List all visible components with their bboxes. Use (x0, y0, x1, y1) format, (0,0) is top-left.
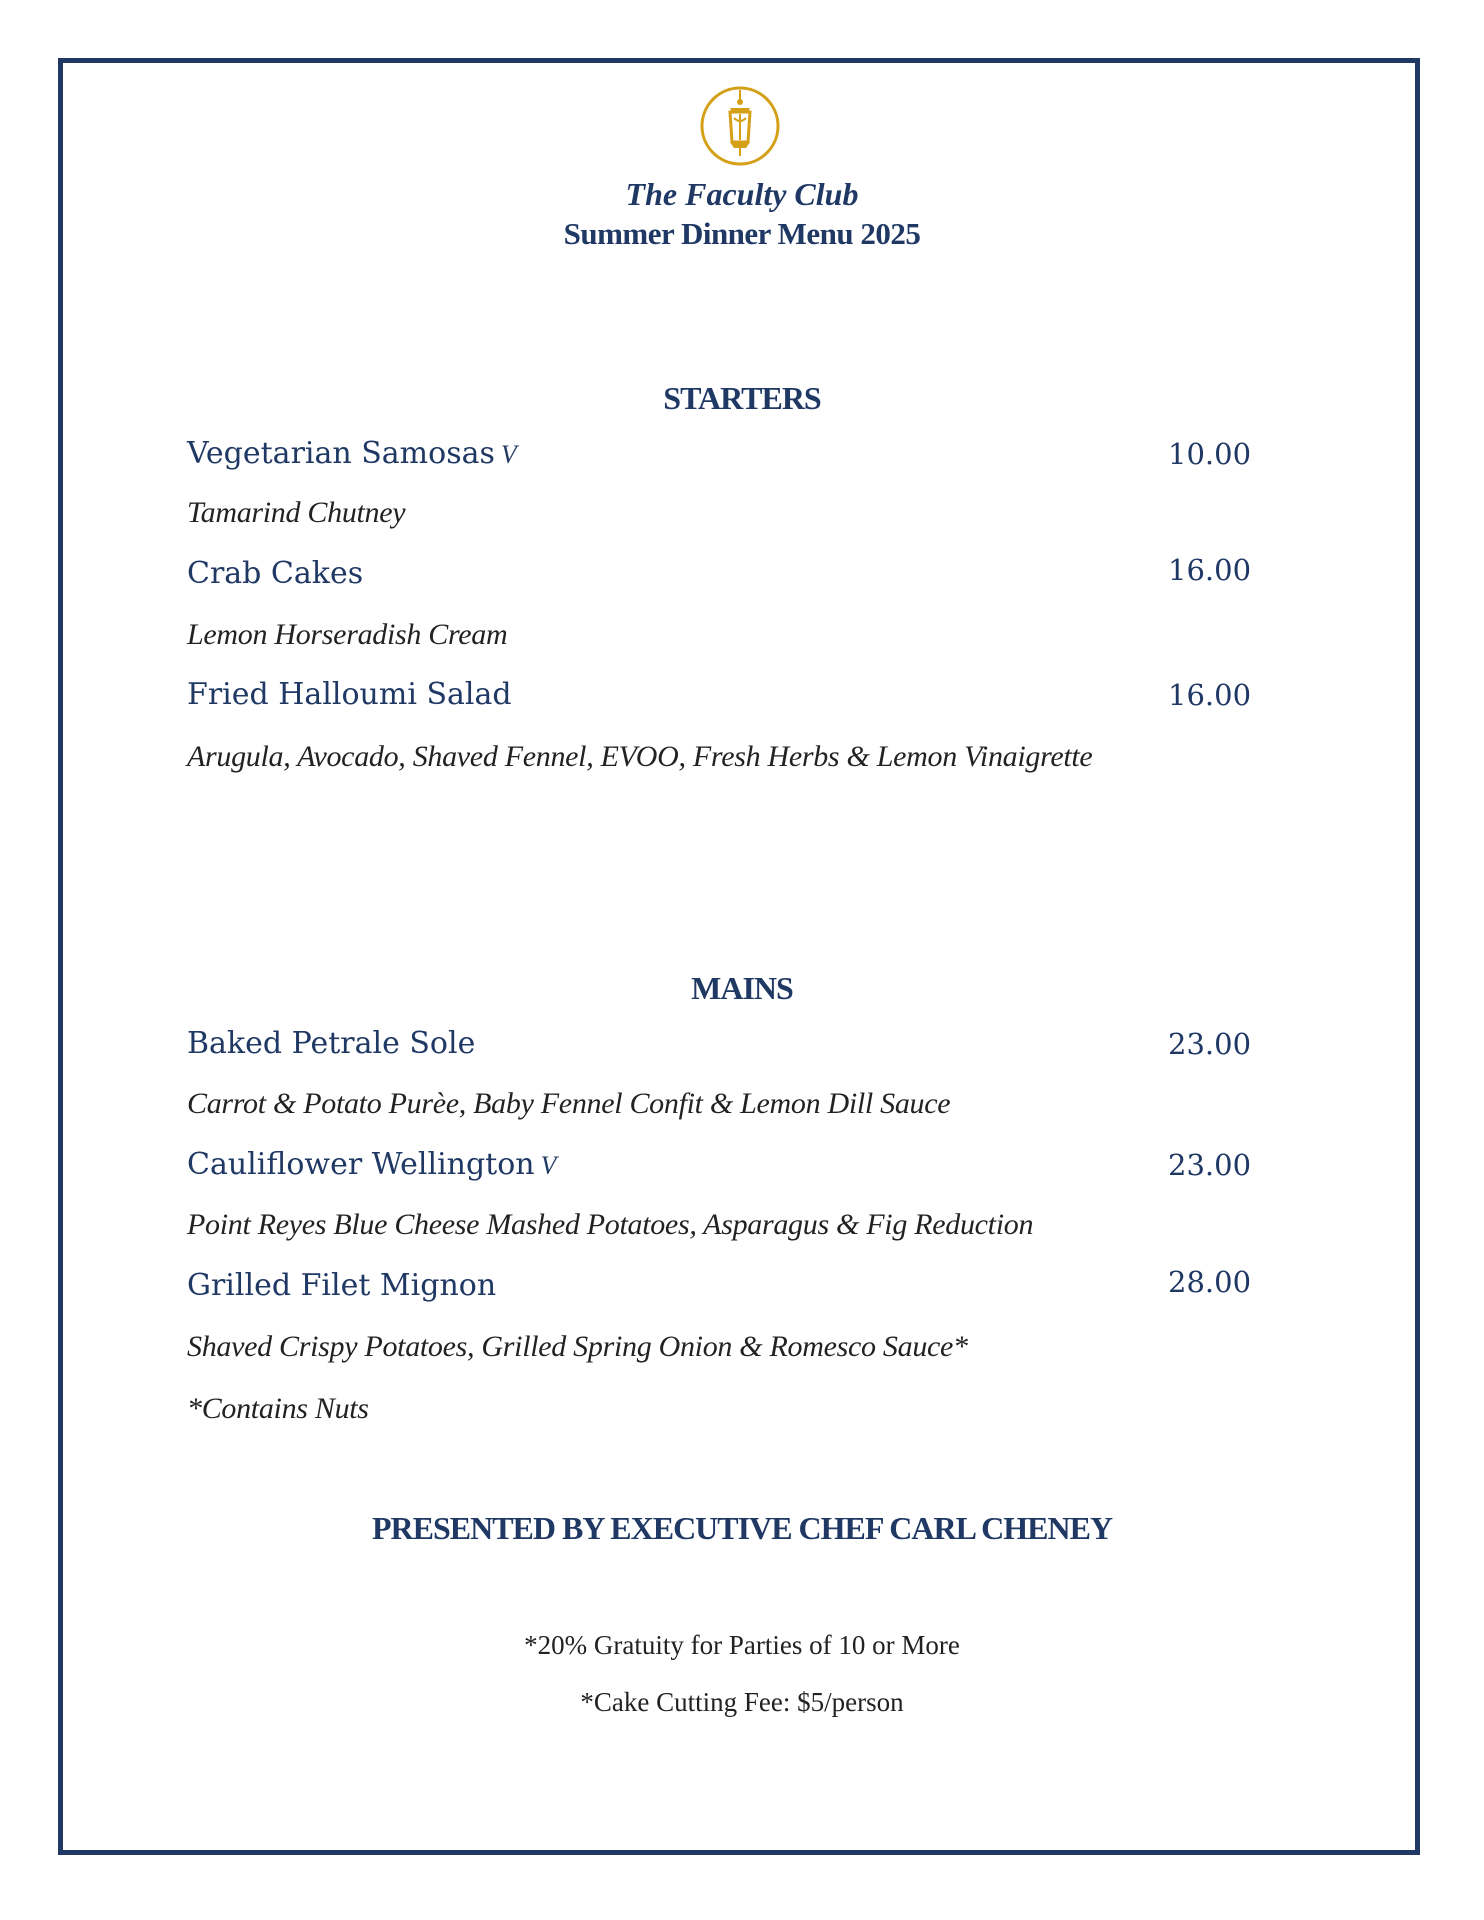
item-name-text: Cauliflower Wellington (187, 1147, 535, 1182)
menu-item-description: Tamarind Chutney (187, 496, 406, 529)
menu-item-name: Fried Halloumi Salad (187, 677, 512, 712)
presented-by: PRESENTED BY EXECUTIVE CHEF CARL CHENEY (371, 1510, 1113, 1546)
menu-item-price: 16.00 (1168, 553, 1252, 587)
vegetarian-tag: V (540, 1151, 557, 1180)
menu-item-description: Shaved Crispy Potatoes, Grilled Spring Onion & Romesco Sauce* (187, 1330, 968, 1363)
item-name-text: Vegetarian Samosas (187, 436, 495, 471)
mains-heading: MAINS (691, 970, 793, 1006)
menu-item-description: Lemon Horseradish Cream (187, 618, 508, 651)
menu-item-price: 16.00 (1168, 678, 1252, 712)
page-border (58, 58, 1420, 1855)
cake-fee-note: *Cake Cutting Fee: $5/person (580, 1687, 904, 1717)
menu-item-name: Crab Cakes (187, 556, 364, 591)
menu-item-name: Baked Petrale Sole (187, 1026, 476, 1061)
menu-item-description: Point Reyes Blue Cheese Mashed Potatoes, Asparagus & Fig Reduction (187, 1208, 1034, 1241)
club-name: The Faculty Club (625, 176, 859, 212)
menu-item-price: 23.00 (1168, 1027, 1252, 1061)
menu-item-description: Carrot & Potato Purèe, Baby Fennel Confit & Lemon Dill Sauce (187, 1087, 951, 1120)
footnote: *Contains Nuts (187, 1392, 369, 1425)
menu-item-name: Grilled Filet Mignon (187, 1268, 497, 1303)
menu-item-name (187, 1147, 557, 1182)
menu-title: Summer Dinner Menu 2025 (563, 216, 921, 251)
menu-item-description: Arugula, Avocado, Shaved Fennel, EVOO, Fresh Herbs & Lemon Vinaigrette (187, 740, 1093, 773)
menu-item-price: 28.00 (1168, 1265, 1252, 1299)
vegetarian-tag: V (500, 440, 517, 469)
starters-heading: STARTERS (663, 380, 821, 416)
gratuity-note: *20% Gratuity for Parties of 10 or More (524, 1630, 960, 1660)
lantern-logo-icon (698, 84, 782, 168)
menu-item-price: 10.00 (1168, 437, 1252, 471)
menu-item-name (187, 436, 517, 471)
menu-item-price: 23.00 (1168, 1148, 1252, 1182)
